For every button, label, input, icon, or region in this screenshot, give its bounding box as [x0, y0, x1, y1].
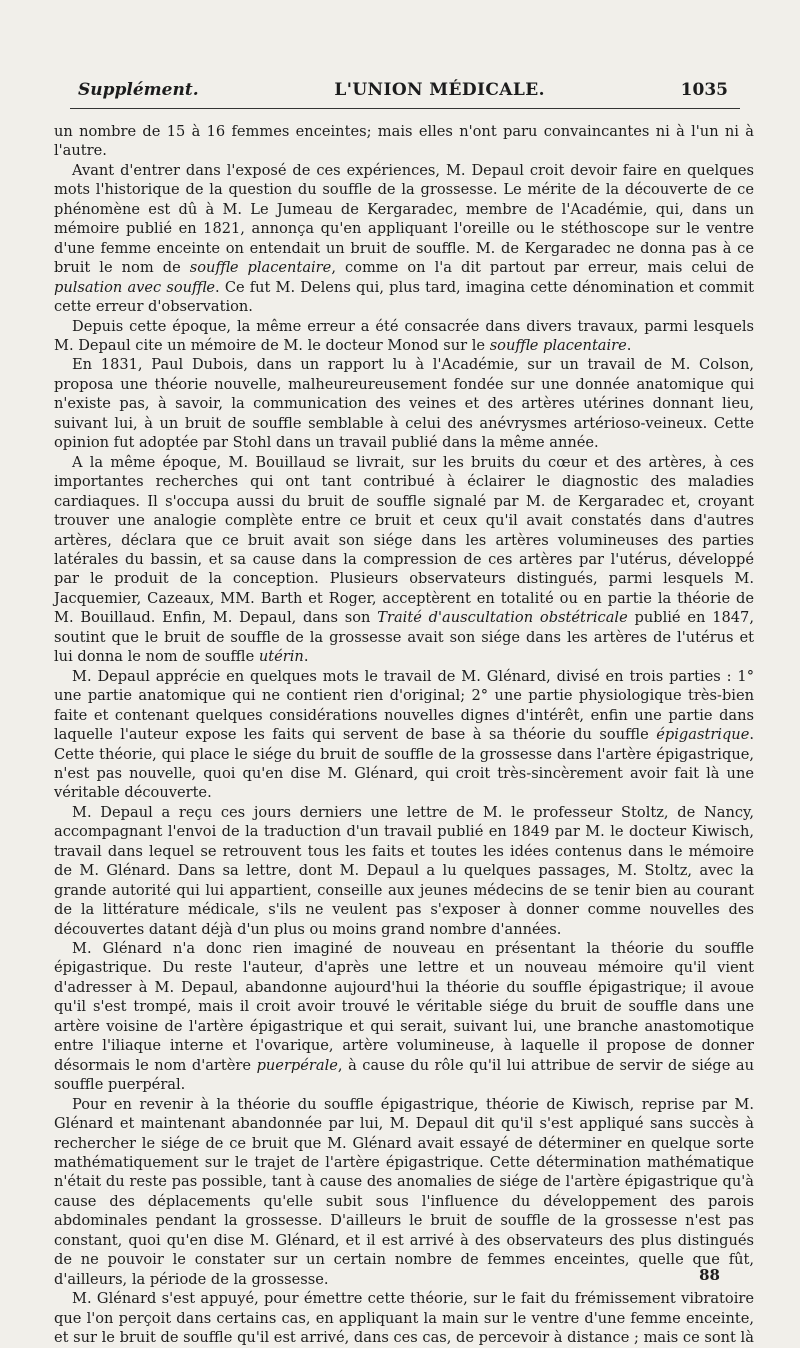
article-body [54, 122, 754, 1348]
paragraph: M. Depaul a reçu ces jours derniers une lettre de M. le professeur Stoltz, de Nancy, accompagnant l'envoi de la traduction d'un travail publié en 1849 par M. le docteur Kiwisch, travail dans lequel se retrouvent tous les faits et toutes les idées contenus dans le mémoire de M. Glénard. Dans sa lettre, dont M. Depaul a lu quelques passages, M. Stoltz, avec la grande autorité qui lui appartient, conseille aux jeunes médecins de se tenir bien au courant de la littérature médicale, s'ils ne veulent pas s'exposer à donner comme nouvelles des découvertes datant déjà d'un plus ou moins grand nombre d'années. [54, 803, 754, 938]
paragraph: M. Glénard s'est appuyé, pour émettre cette théorie, sur le fait du frémissement vibratoire que l'on perçoit dans certains cas, en appliquant la main sur le ventre d'une femme enceinte, et sur le bruit de souffle qu'il est arrivé, dans ces cas, de percevoir à distance ; mais ce sont là [54, 1290, 754, 1347]
paragraph: Pour en revenir à la théorie du souffle épigastrique, théorie de Kiwisch, reprise par M. Glénard et maintenant abandonnée par lui, M. Depaul dit qu'il s'est appliqué sans succès à rechercher le siége de ce bruit que M. Glénard avait essayé de déterminer en quelque sorte mathématiquement sur le trajet de l'artère épigastrique. Cette détermination mathématique n'était du reste pas possible, tant à cause des anomalies de siége de l'artère épigastrique qu'à cause des déplacements qu'elle subit sous l'influence du développement des parois abdominales pendant la grossesse. D'ailleurs le bruit de souffle de la grossesse n'est pas constant, quoi qu'en dise M. Glénard, et il est arrivé à des observateurs des plus distingués de ne pouvoir le constater sur un certain nombre de femmes enceintes, quelle que fût, d'ailleurs, la période de la grossesse. [54, 1095, 754, 1288]
paragraph: En 1831, Paul Dubois, dans un rapport lu à l'Académie, sur un travail de M. Colson, proposa une théorie nouvelle, malheureureusement fondée sur une donnée anatomique qui n'existe pas, à savoir, la communication des veines et des artères utérines donnant lieu, suivant lui, à un bruit de souffle semblable à celui des anévrysmes artérioso-veineux. Cette opinion fut adoptée par Stohl dans un travail publié dans la même année. [54, 356, 754, 452]
paragraph: M. Glénard n'a donc rien imaginé de nouveau en présentant la théorie du souffle épigastrique. Du reste l'auteur, d'après une lettre et un nouveau mémoire qu'il vient d'adresser à M. Depaul, abandonne aujourd'hui la théorie du souffle épigastrique; il avoue qu'il s'est trompé, mais il croit avoir trouvé le véritable siége du bruit de souffle dans une artère voisine de l'artère épigastrique et qui serait, suivant lui, une branche anastomotique entre l'iliaque interne et l'ovarique, artère volumineuse, à laquelle il propose de donner désormais le nom d'artère puerpérale, à cause du rôle qu'il lui attribue de servir de siége au souffle puerpéral. [54, 940, 754, 1094]
paragraph: M. Depaul apprécie en quelques mots le travail de M. Glénard, divisé en trois parties : 1° une partie anatomique qui ne contient rien d'original; 2° une partie physiologique très-bien faite et contenant quelques considérations nouvelles dignes d'intérêt, enfin une partie dans laquelle l'auteur expose les faits qui servent de base à sa théorie du souffle épigastrique. Cette théorie, qui place le siége du bruit de souffle de la grossesse dans l'artère épigastrique, n'est pas nouvelle, quoi qu'en dise M. Glénard, qui croit très-sincèrement avoir fait là une véritable découverte. [54, 667, 754, 802]
header-rule [70, 108, 740, 109]
header-section-label: Supplément. [78, 80, 199, 100]
signature-mark: 88 [699, 1266, 720, 1284]
running-header [78, 80, 728, 102]
journal-title: L'UNION MÉDICALE. [334, 80, 545, 100]
paragraph: Depuis cette époque, la même erreur a été consacrée dans divers travaux, parmi lesquels M. Depaul cite un mémoire de M. le docteur Monod sur le souffle placentaire. [54, 317, 754, 354]
page-number: 1035 [680, 80, 728, 100]
paragraph: un nombre de 15 à 16 femmes enceintes; mais elles n'ont paru convaincantes ni à l'un ni à l'autre. [54, 123, 754, 160]
paragraph: A la même époque, M. Bouillaud se livrait, sur les bruits du cœur et des artères, à ces importantes recherches qui ont tant contribué à éclairer le diagnostic des maladies cardiaques. Il s'occupa aussi du bruit de souffle signalé par M. de Kergaradec et, croyant trouver une analogie complète entre ce bruit et ceux qu'il avait constatés dans d'autres artères, déclara que ce bruit avait son siége dans les artères volumineuses des parties latérales du bassin, et sa cause dans la compression de ces artères par l'utérus, développé par le produit de la conception. Plusieurs observateurs distingués, parmi lesquels M. Jacquemier, Cazeaux, MM. Barth et Roger, acceptèrent en totalité ou en partie la théorie de M. Bouillaud. Enfin, M. Depaul, dans son Traité d'auscultation obstétricale publié en 1847, soutint que le bruit de souffle de la grossesse avait son siége dans les artères de l'utérus et lui donna le nom de souffle utérin. [54, 453, 754, 666]
paragraph: Avant d'entrer dans l'exposé de ces expériences, M. Depaul croit devoir faire en quelques mots l'historique de la question du souffle de la grossesse. Le mérite de la découverte de ce phénomène est dû à M. Le Jumeau de Kergaradec, membre de l'Académie, qui, dans un mémoire publié en 1821, annonça qu'en appliquant l'oreille ou le stéthoscope sur le ventre d'une femme enceinte on entendait un bruit de souffle. M. de Kergaradec ne donna pas à ce bruit le nom de souffle placentaire, comme on l'a dit partout par erreur, mais celui de pulsation avec souffle. Ce fut M. Delens qui, plus tard, imagina cette dénomination et commit cette erreur d'observation. [54, 161, 755, 316]
